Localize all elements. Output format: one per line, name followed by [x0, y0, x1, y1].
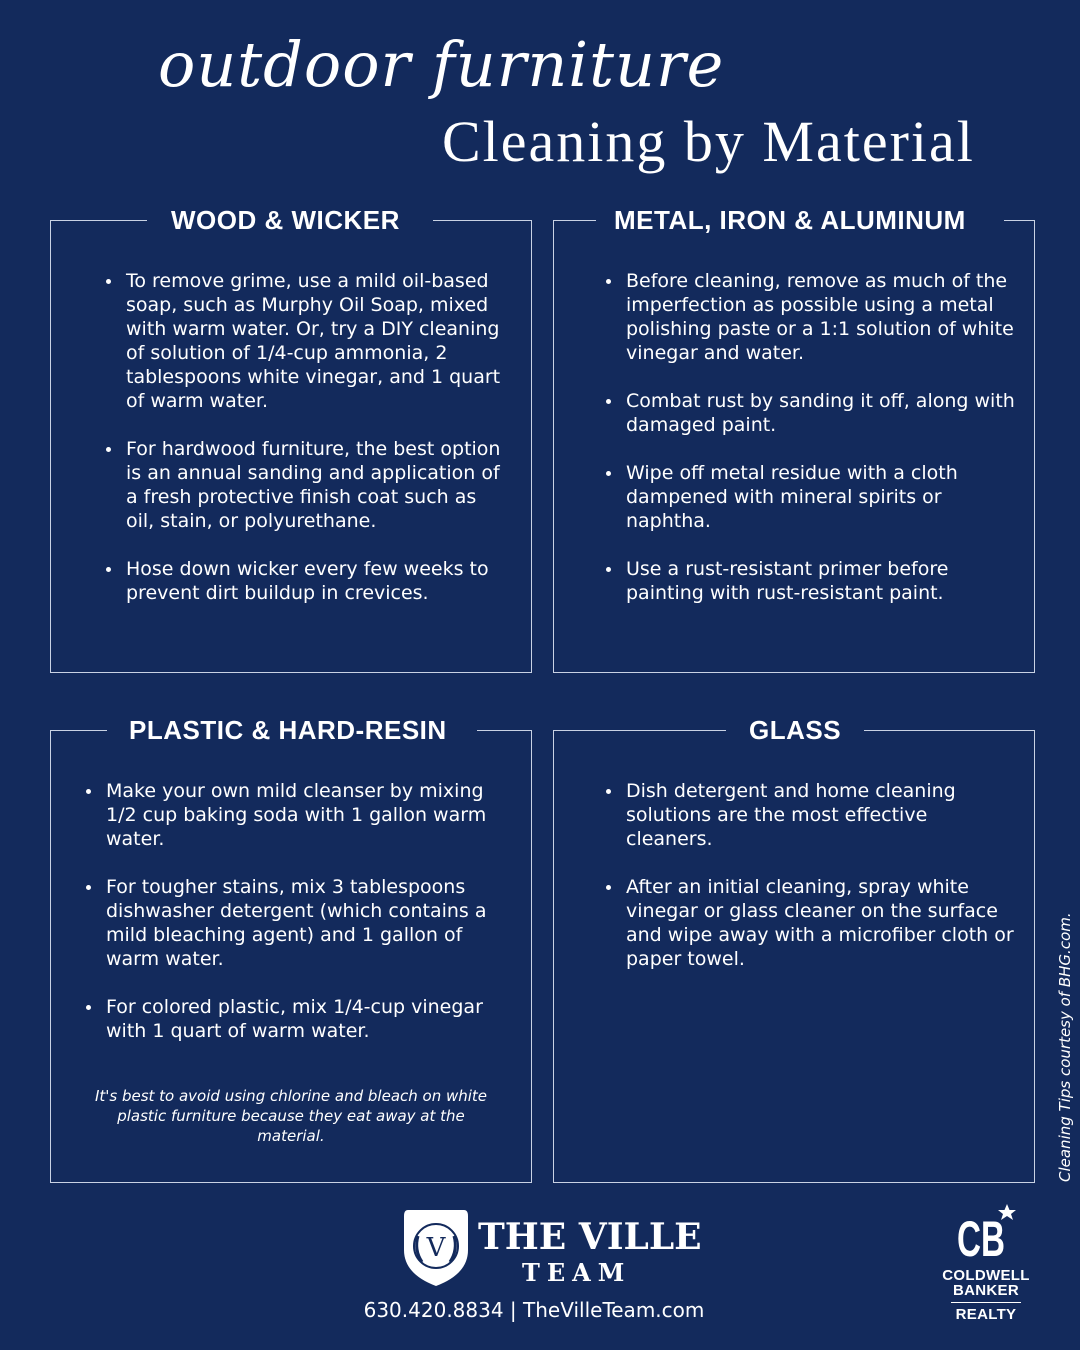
cb-line-1: COLDWELL — [942, 1267, 1030, 1284]
svg-text:V: V — [426, 1233, 446, 1263]
section-heading: GLASS — [749, 715, 842, 745]
panel-top-border-left — [554, 730, 726, 731]
panel-top-border-left — [51, 730, 107, 731]
panel-wood-wicker — [50, 205, 532, 673]
list-item: Combat rust by sanding it off, along with damaged paint. — [606, 389, 1016, 437]
cb-divider — [951, 1302, 1021, 1303]
panel-top-border-left — [554, 220, 596, 221]
panel-top-border-right — [1004, 220, 1034, 221]
team-subtitle: TEAM — [522, 1258, 632, 1287]
page-title: Cleaning by Material — [442, 109, 975, 174]
bullet-list — [606, 779, 1016, 995]
panel-top-border-left — [51, 220, 147, 221]
list-item: Make your own mild cleanser by mixing 1/2 cup baking soda with 1 gallon warm water. — [86, 779, 506, 851]
cb-monogram-icon — [951, 1200, 1021, 1268]
list-item: For tougher stains, mix 3 tablespoons dishwasher detergent (which contains a mild bleaching agent) and 1 gallon of warm water. — [86, 875, 506, 971]
panel-top-border-right — [433, 220, 531, 221]
cb-line-3: REALTY — [955, 1306, 1017, 1323]
contact-info: 630.420.8834 | TheVilleTeam.com — [363, 1298, 705, 1322]
list-item: Hose down wicker every few weeks to prevent dirt buildup in crevices. — [106, 557, 506, 605]
section-heading: METAL, IRON & ALUMINUM — [614, 205, 966, 235]
panel-glass — [553, 715, 1035, 1183]
list-item: Use a rust-resistant primer before painting with rust-resistant paint. — [606, 557, 1016, 605]
list-item: Dish detergent and home cleaning solutions are the most effective cleaners. — [606, 779, 1016, 851]
list-item: Before cleaning, remove as much of the imperfection as possible using a metal polishing paste or a 1:1 solution of white vinegar and water. — [606, 269, 1016, 365]
team-name: THE VILLE — [478, 1216, 702, 1258]
source-credit: Cleaning Tips courtesy of BHG.com. — [1056, 912, 1074, 1182]
panel-metal-iron-aluminum — [553, 205, 1035, 673]
section-heading: PLASTIC & HARD-RESIN — [129, 715, 447, 745]
bullet-list — [86, 779, 506, 1067]
panel-plastic-hard-resin — [50, 715, 532, 1183]
list-item: For hardwood furniture, the best option is an annual sanding and application of a fresh protective finish coat such as oil, stain, or polyurethane. — [106, 437, 506, 533]
script-title: outdoor furniture — [158, 28, 725, 101]
panel-top-border-right — [864, 730, 1034, 731]
panel-top-border-right — [477, 730, 531, 731]
bullet-list — [106, 269, 506, 629]
svg-text:CB: CB — [957, 1211, 1005, 1267]
cb-line-2: BANKER — [953, 1282, 1019, 1299]
coldwell-banker-logo — [930, 1200, 1042, 1322]
plastic-note: It's best to avoid using chlorine and bleach on white plastic furniture because they eat away at the material. — [94, 1087, 488, 1145]
bullet-list — [606, 269, 1016, 629]
section-heading: WOOD & WICKER — [171, 205, 400, 235]
list-item: Wipe off metal residue with a cloth dampened with mineral spirits or naphtha. — [606, 461, 1016, 533]
list-item: After an initial cleaning, spray white vinegar or glass cleaner on the surface and wipe away with a microfiber cloth or paper towel. — [606, 875, 1016, 971]
list-item: For colored plastic, mix 1/4-cup vinegar with 1 quart of warm water. — [86, 995, 506, 1043]
list-item: To remove grime, use a mild oil-based soap, such as Murphy Oil Soap, mixed with warm water. Or, try a DIY cleaning of solution of 1/4-cup ammonia, 2 tablespoons white vinegar, and 1 quart of warm water. — [106, 269, 506, 413]
shield-crest-icon — [400, 1206, 472, 1288]
